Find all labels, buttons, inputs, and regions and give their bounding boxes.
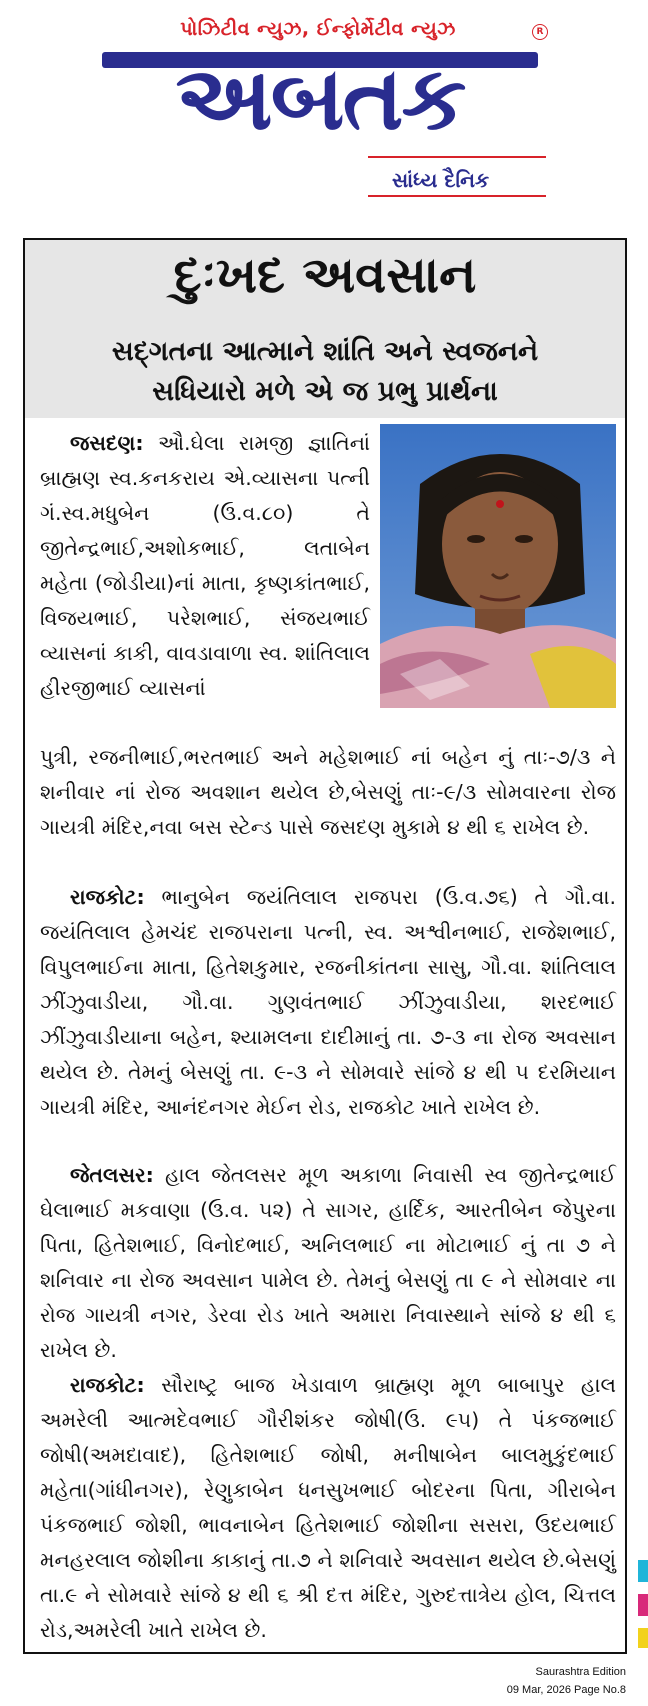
entry-place: જસદણ: [70,431,144,455]
masthead-tagline: પોઝિટીવ ન્યુઝ, ઈન્ફોર્મેટીવ ન્યુઝ [180,18,456,40]
edge-color-mark-magenta [638,1594,648,1616]
entry-place: રાજકોટ: [70,885,145,909]
article-headline: દુઃખદ અવસાન [173,246,477,304]
date-page-label: 09 Mar, 2026 Page No.8 [506,1684,626,1696]
obituary-entry-rajkot-1 [40,880,616,1125]
edge-color-mark-yellow [638,1628,648,1648]
entry-text: સૌરાષ્ટ્ર બાજ ખેડાવાળ બ્રાહ્મણ મૂળ બાબાપુર હાલ અમરેલી આત્મદેવભાઈ ગૌરીશંકર જોષી(ઉ. ૯૫) તે પંકજભાઈ જોષી(અમદાવાદ), હિતેશભાઈ જોષી, મનીષાબેન બાલમુકુંદભાઈ મહેતા(ગાંધીનગર), રેણુકાબેન ધનસુખભાઈ બોદરના પિતા, ગીરાબેન પંકજભાઈ જોશી, ભાવનાબેન હિતેશભાઈ જોશીના સસરા, ઉદયભાઈ મનહરલાલ જોશીના કાકાનું તા.૭ ને શનિવારે અવસાન થયેલ છે.બેસણું તા.૯ ને સોમવારે સાંજે ૪ થી ૬ શ્રી દત્ત મંદિર, ગુરુદત્તાત્રેય હોલ, ચિત્તલ રોડ,અમરેલી ખાતે રાખેલ છે. [40,1373,616,1642]
article-subhead [25,332,625,412]
masthead-subtitle: સાંધ્ય દૈનિક [392,168,490,192]
subtitle-rule-top [368,156,546,158]
obituary-entry-rajkot-2 [40,1368,616,1648]
registered-trademark-icon: R [532,24,548,40]
entry-text: હાલ જેતલસર મૂળ અકાળા નિવાસી સ્વ જીતેન્દ્રભાઈ ઘેલાભાઈ મકવાણા (ઉ.વ. ૫૨) તે સાગર, હાર્દિક, આરતીબેન જેપુરના પિતા, હિતેશભાઈ, વિનોદભાઈ, અનિલભાઈ ના મોટાભાઈ નું તા ૭ ને શનિવાર ના રોજ અવસાન પામેલ છે. તેમનું બેસણું તા ૯ ને સોમવાર ના રોજ ગાયત્રી નગર, ડેરવા રોડ ખાતે અમારા નિવાસ્થાને સાંજે ૪ થી ૬ રાખેલ છે. [40,1163,616,1362]
subhead-line-2: સધિયારો મળે એ જ પ્રભુ પ્રાર્થના [152,376,498,407]
subhead-line-1: સદ્ગતના આત્માને શાંતિ અને સ્વજનને [111,336,539,367]
masthead [0,0,648,230]
obituary-entry-jetalsar [40,1158,616,1368]
entry-text-continued: પુત્રી, રજનીભાઈ,ભરતભાઈ અને મહેશભાઈ નાં બહેન નું તાઃ-૭/૩ ને શનીવાર નાં રોજ અવશાન થયેલ છે,બેસણું તાઃ-૯/૩ સોમવારના રોજ ગાયત્રી મંદિર,નવા બસ સ્ટેન્ડ પાસે જસદણ મુકામે ૪ થી ૬ રાખેલ છે. [40,745,616,839]
newspaper-logo [98,46,542,152]
entry-place: જેતલસર: [70,1163,154,1187]
edition-label: Saurashtra Edition [535,1666,626,1678]
edge-color-mark-cyan [638,1560,648,1582]
logo-text: અબતક [175,47,465,150]
obituary-entry-jasdan-continued [40,740,616,845]
obituary-entry-jasdan [40,426,370,706]
entry-text: ભાનુબેન જયંતિલાલ રાજપરા (ઉ.વ.૭૬) તે ગૌ.વા. જયંતિલાલ હેમચંદ રાજપરાના પત્ની, સ્વ. અશ્વીનભાઈ, રાજેશભાઈ, વિપુલભાઈના માતા, હિતેશકુમાર, રજનીકાંતના સાસુ, ગૌ.વા. શાંતિલાલ ઝીંઝુવાડીયા, ગૌ.વા. ગુણવંતભાઈ ઝીંઝુવાડીયા, શરદભાઈ ઝીંઝુવાડીયાના બહેન, શ્યામલના દાદીમાનું તા. ૭-૩ ના રોજ અવસાન થયેલ છે. તેમનું બેસણું તા. ૯-૩ ને સોમવારે સાંજે ૪ થી ૫ દરમિયાન ગાયત્રી મંદિર, આનંદનગર મેઈન રોડ, રાજકોટ ખાતે રાખેલ છે. [40,885,616,1119]
entry-place: રાજકોટ: [70,1373,145,1397]
subtitle-rule-bottom [368,195,546,197]
entry-text: ઔ.ઘેલા રામજી જ્ઞાતિનાં બ્રાહ્મણ સ્વ.કનકરાય એ.વ્યાસના પત્ની ગં.સ્વ.મધુબેન (ઉ.વ.૮૦) તે જીતેન્દ્રભાઈ,અશોકભાઈ, લતાબેન મહેતા (જોડીયા)નાં માતા, કૃષ્ણકાંતભાઈ, વિજયભાઈ, પરેશભાઈ, સંજયભાઈ વ્યાસનાં કાકી, વાવડાવાળા સ્વ. શાંતિલાલ હીરજીભાઈ વ્યાસનાં [40,431,370,700]
deceased-portrait-photo [380,424,616,708]
